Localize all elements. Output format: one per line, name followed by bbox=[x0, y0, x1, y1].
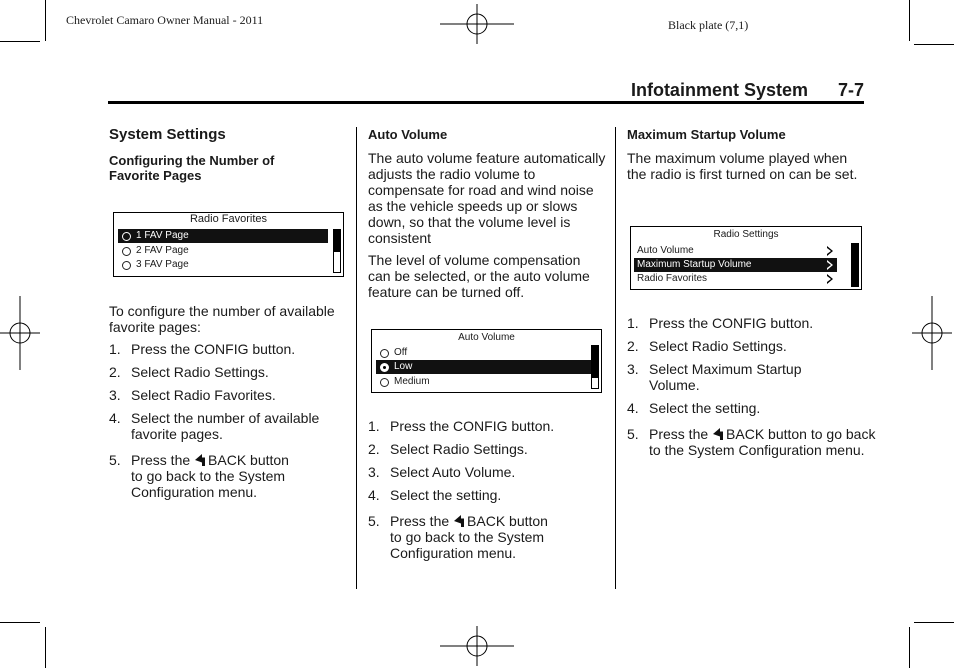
list-item bbox=[368, 487, 608, 503]
step-number: 5. bbox=[109, 452, 121, 468]
scrollbar-thumb bbox=[592, 346, 598, 378]
radio-button-icon bbox=[380, 378, 389, 387]
step-text: Select Radio Favorites. bbox=[131, 387, 276, 403]
scrollbar-thumb bbox=[852, 244, 858, 286]
step-number: 2. bbox=[627, 338, 639, 354]
list-item bbox=[109, 452, 301, 500]
crosshair-registration-mark bbox=[0, 296, 40, 370]
step-text: BACK button to go back to the System Configuration menu. bbox=[131, 452, 289, 500]
screen-row-label: Maximum Startup Volume bbox=[637, 259, 752, 270]
step-text: Select the number of available favorite pages. bbox=[131, 410, 320, 442]
crop-mark bbox=[909, 627, 910, 668]
back-arrow-icon bbox=[194, 453, 206, 467]
radio-button-icon bbox=[380, 349, 389, 358]
screen-row-label: 1 FAV Page bbox=[136, 230, 189, 241]
screen-row-label: 2 FAV Page bbox=[136, 245, 189, 256]
screen-title: Radio Favorites bbox=[189, 213, 268, 225]
chevron-right-icon bbox=[826, 260, 834, 270]
paragraph: The level of volume compensation can be selected, or the auto volume feature can be turned off. bbox=[368, 252, 590, 300]
radio-favorites-screen bbox=[113, 212, 344, 277]
screen-title: Auto Volume bbox=[458, 332, 515, 343]
step-number: 1. bbox=[109, 341, 121, 357]
list-item bbox=[627, 400, 863, 416]
screen-row bbox=[376, 375, 592, 389]
crop-mark bbox=[0, 41, 40, 42]
radio-settings-screen bbox=[630, 226, 862, 290]
paragraph: The auto volume feature automatically adjusts the radio volume to compensate for road and wind noise as the vehicle speeds up or slows down, so that the volume level is consistent bbox=[368, 150, 606, 246]
step-text: Select Radio Settings. bbox=[131, 364, 269, 380]
section-header bbox=[631, 80, 864, 101]
screen-row bbox=[376, 346, 592, 360]
auto-volume-screen bbox=[371, 329, 602, 393]
section-heading: System Settings bbox=[109, 126, 226, 143]
crop-mark bbox=[909, 0, 910, 41]
list-item bbox=[109, 364, 349, 380]
list-item bbox=[109, 387, 349, 403]
radio-button-icon bbox=[122, 261, 131, 270]
screen-row bbox=[118, 244, 328, 258]
step-number: 2. bbox=[109, 364, 121, 380]
step-text: Select Maximum Startup Volume. bbox=[649, 361, 802, 393]
screen-row bbox=[118, 229, 328, 243]
intro-text: To configure the number of available favorite pages: bbox=[109, 303, 335, 335]
step-number: 4. bbox=[109, 410, 121, 426]
step-number: 5. bbox=[627, 426, 639, 442]
step-text: Select Auto Volume. bbox=[390, 464, 516, 480]
list-item bbox=[109, 341, 349, 357]
subsection-heading: Auto Volume bbox=[368, 127, 448, 142]
screen-row-label: Auto Volume bbox=[637, 245, 694, 256]
crosshair-registration-mark bbox=[440, 4, 514, 44]
list-item bbox=[627, 426, 881, 458]
plate-label: Black plate (7,1) bbox=[668, 18, 749, 32]
steps-list bbox=[368, 418, 608, 561]
list-item bbox=[627, 315, 863, 331]
step-text: Press the CONFIG button. bbox=[649, 315, 814, 331]
radio-button-icon bbox=[380, 363, 389, 372]
step-text: Press the CONFIG button. bbox=[390, 418, 555, 434]
header-rule bbox=[108, 101, 864, 104]
screen-row bbox=[634, 272, 837, 286]
page-number: 7-7 bbox=[837, 80, 864, 100]
radio-button-icon bbox=[122, 232, 131, 241]
scrollbar-thumb bbox=[334, 230, 340, 252]
subsection-heading: Configuring the Number of Favorite Pages bbox=[109, 153, 275, 183]
step-number: 5. bbox=[368, 513, 380, 529]
screen-row-label: Low bbox=[394, 361, 413, 372]
crop-mark bbox=[914, 44, 954, 45]
screen-title: Radio Settings bbox=[713, 229, 779, 240]
chevron-right-icon bbox=[826, 274, 834, 284]
back-arrow-icon bbox=[712, 427, 724, 441]
step-number: 3. bbox=[109, 387, 121, 403]
screen-row-label: Off bbox=[394, 347, 408, 358]
list-item bbox=[109, 410, 349, 442]
subsection-heading: Maximum Startup Volume bbox=[627, 127, 786, 142]
screen-row bbox=[634, 244, 837, 258]
screen-row bbox=[634, 258, 837, 272]
step-number: 3. bbox=[627, 361, 639, 377]
list-item bbox=[627, 361, 829, 393]
step-number: 1. bbox=[627, 315, 639, 331]
paragraph: The maximum volume played when the radio is first turned on can be set. bbox=[627, 150, 858, 182]
crosshair-registration-mark bbox=[440, 626, 514, 666]
column-2 bbox=[368, 127, 606, 306]
column-1-body bbox=[109, 303, 349, 507]
step-text: Press the bbox=[390, 513, 450, 529]
crop-mark bbox=[914, 622, 954, 623]
crop-mark bbox=[45, 0, 46, 41]
list-item bbox=[368, 441, 608, 457]
crop-mark bbox=[45, 627, 46, 668]
steps-list bbox=[109, 341, 349, 500]
section-title: Infotainment System bbox=[630, 80, 808, 100]
column-3-body bbox=[627, 315, 876, 465]
step-text: Press the CONFIG button. bbox=[131, 341, 296, 357]
step-text: BACK button to go back to the System Configuration menu. bbox=[390, 513, 548, 561]
step-text: BACK button to go back to the System Configuration menu. bbox=[649, 426, 876, 458]
step-text: Select Radio Settings. bbox=[649, 338, 787, 354]
screen-row bbox=[118, 258, 328, 272]
column-divider bbox=[356, 127, 357, 589]
step-text: Press the bbox=[131, 452, 191, 468]
screen-scrollbar bbox=[591, 345, 599, 389]
crosshair-registration-mark bbox=[912, 296, 952, 370]
manual-title: Chevrolet Camaro Owner Manual - 2011 bbox=[66, 13, 264, 27]
step-text: Select Radio Settings. bbox=[390, 441, 528, 457]
crop-mark bbox=[0, 622, 40, 623]
step-text: Select the setting. bbox=[649, 400, 761, 416]
step-number: 4. bbox=[368, 487, 380, 503]
screen-row-label: 3 FAV Page bbox=[136, 259, 189, 270]
column-2-body bbox=[368, 418, 608, 568]
step-number: 3. bbox=[368, 464, 380, 480]
step-number: 1. bbox=[368, 418, 380, 434]
list-item bbox=[627, 338, 863, 354]
list-item bbox=[368, 464, 608, 480]
step-text: Press the bbox=[649, 426, 709, 442]
chevron-right-icon bbox=[826, 246, 834, 256]
screen-scrollbar bbox=[851, 243, 859, 287]
list-item bbox=[368, 418, 608, 434]
back-arrow-icon bbox=[453, 514, 465, 528]
column-divider bbox=[615, 127, 616, 589]
screen-scrollbar bbox=[333, 229, 341, 273]
step-number: 4. bbox=[627, 400, 639, 416]
list-item bbox=[368, 513, 560, 561]
screen-row bbox=[376, 360, 592, 374]
step-text: Select the setting. bbox=[390, 487, 502, 503]
screen-row-label: Radio Favorites bbox=[637, 273, 708, 284]
column-3 bbox=[627, 127, 863, 188]
steps-list bbox=[627, 315, 876, 458]
column-1 bbox=[109, 127, 347, 189]
screen-row-label: Medium bbox=[394, 376, 430, 387]
radio-button-icon bbox=[122, 247, 131, 256]
step-number: 2. bbox=[368, 441, 380, 457]
